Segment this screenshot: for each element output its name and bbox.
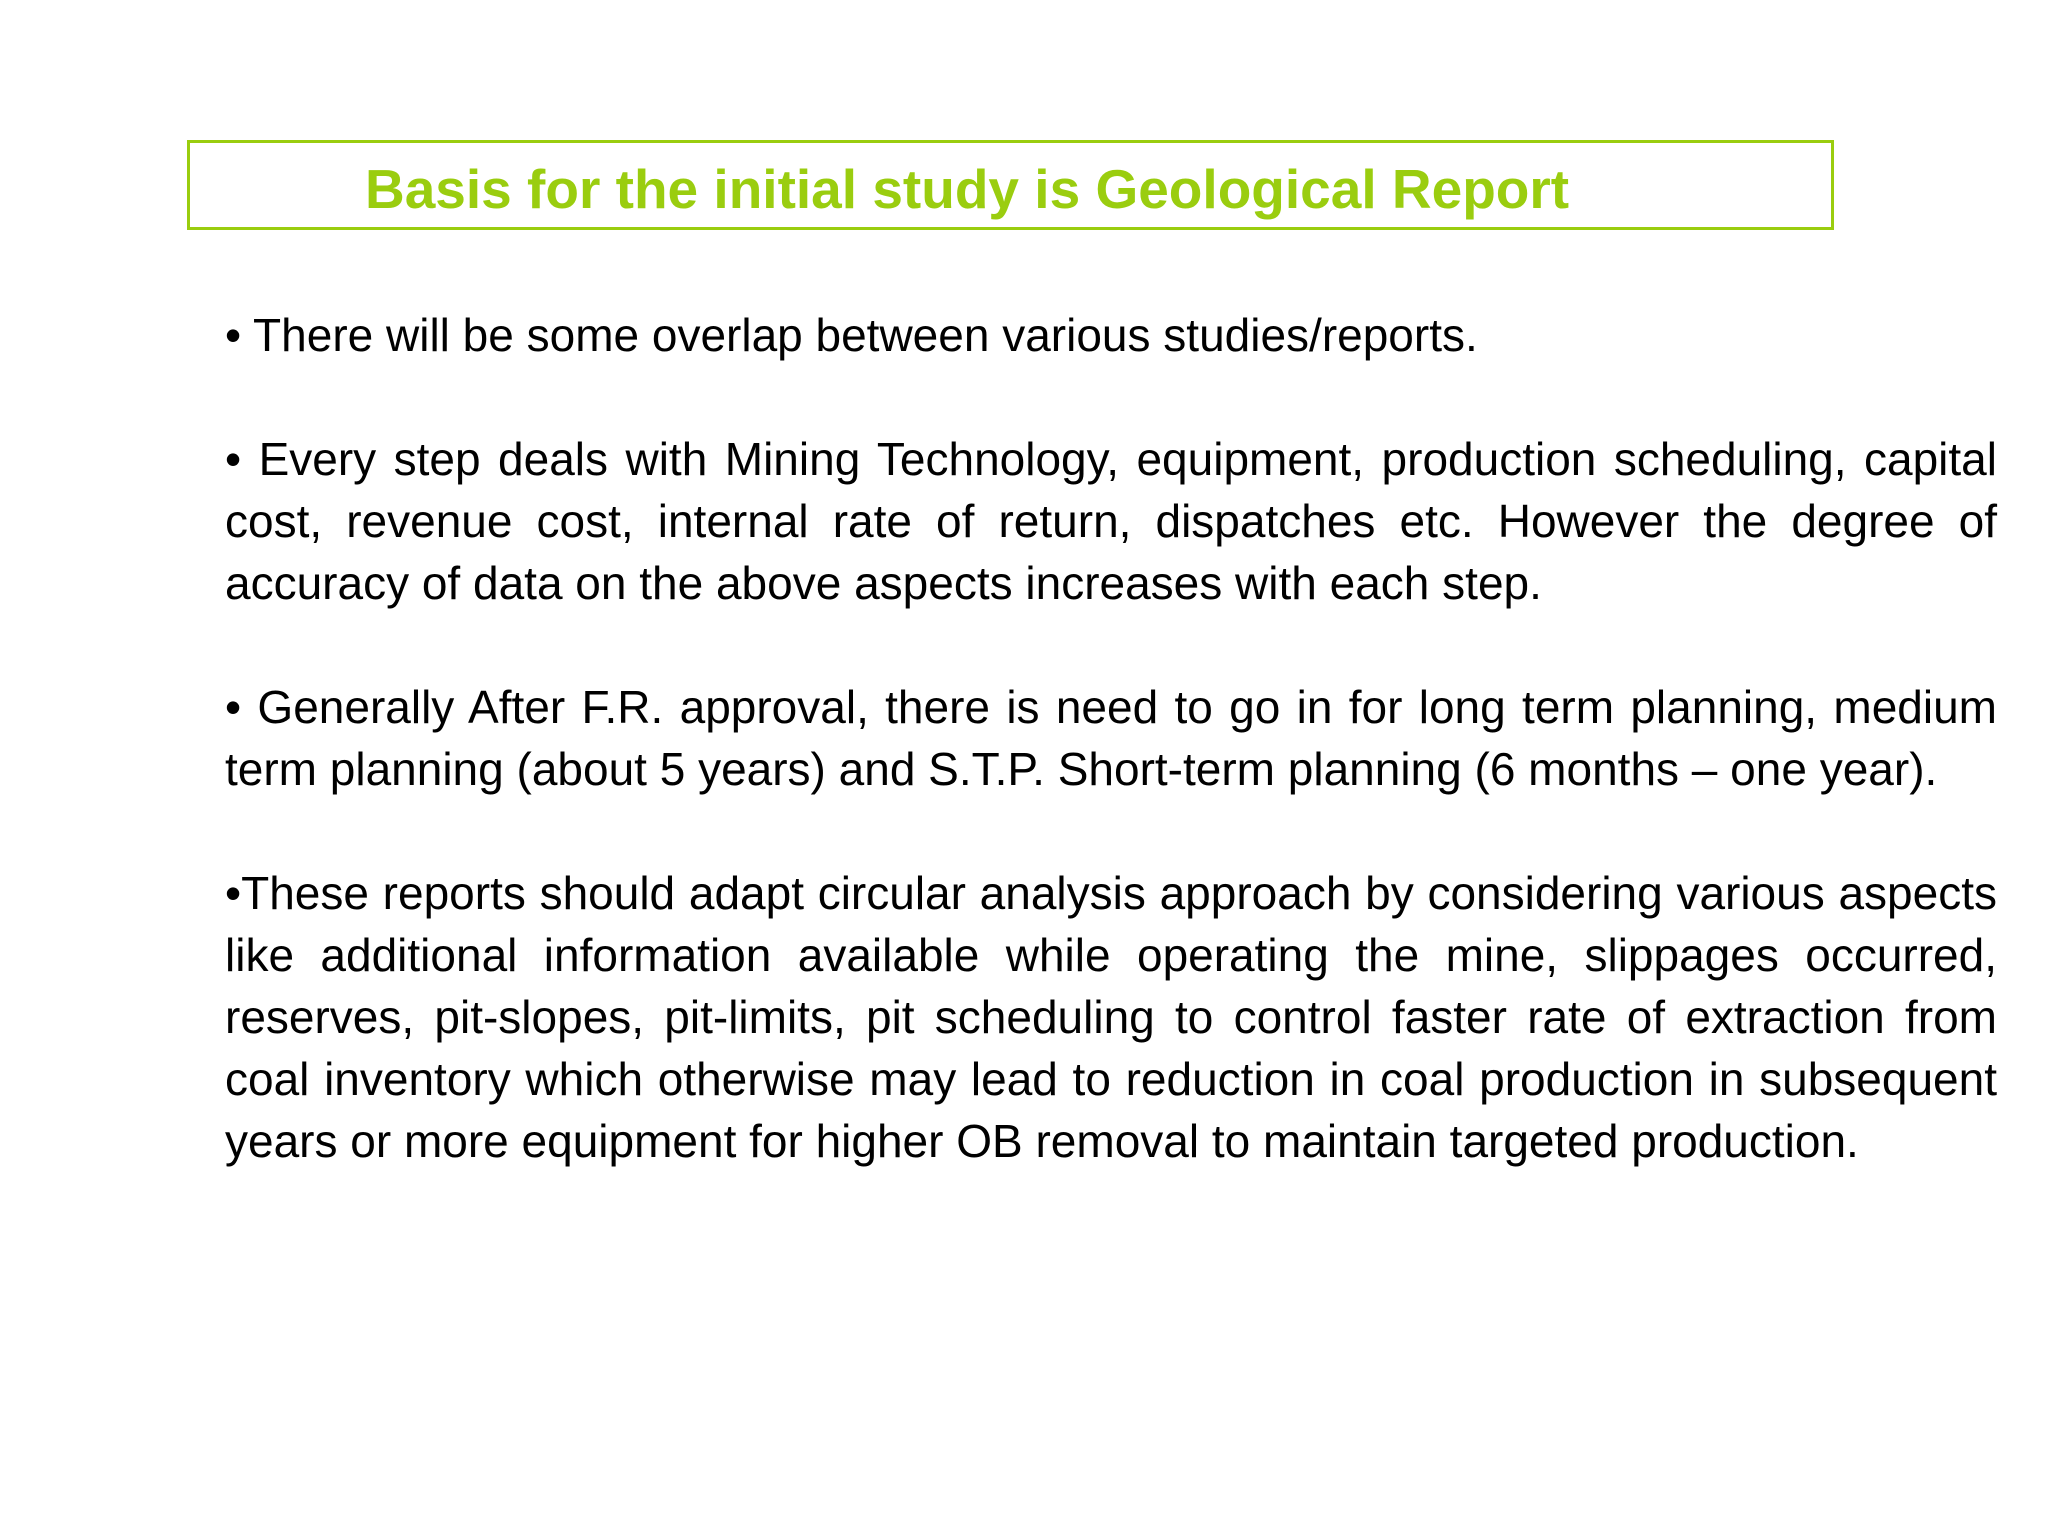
bullet-paragraph-overlap: • There will be some overlap between various studies/reports. — [225, 309, 1478, 361]
bullet-paragraph-circular-analysis: •These reports should adapt circular analysis approach by considering various aspects like additional information available while operating the mine, slippages occurred, reserves, pit-slopes, pit-limits, pit scheduling to control faster rate of extraction from coal inventory which otherwise may lead to reduction in coal production in subsequent years or more equipment for higher OB removal to maintain targeted production. — [225, 867, 1997, 1167]
title-box — [187, 140, 1834, 230]
slide-title: Basis for the initial study is Geological Report — [365, 158, 1570, 220]
bullet-paragraph-every-step: • Every step deals with Mining Technology, equipment, production scheduling, capital cost, revenue cost, internal rate of return, dispatches etc. However the degree of accuracy of data on the above aspects increases with each step. — [225, 433, 1997, 609]
bullet-paragraph-planning: • Generally After F.R. approval, there is need to go in for long term planning, medium term planning (about 5 years) and S.T.P. Short-term planning (6 months – one year). — [225, 681, 1997, 795]
slide-body — [225, 304, 1997, 1234]
